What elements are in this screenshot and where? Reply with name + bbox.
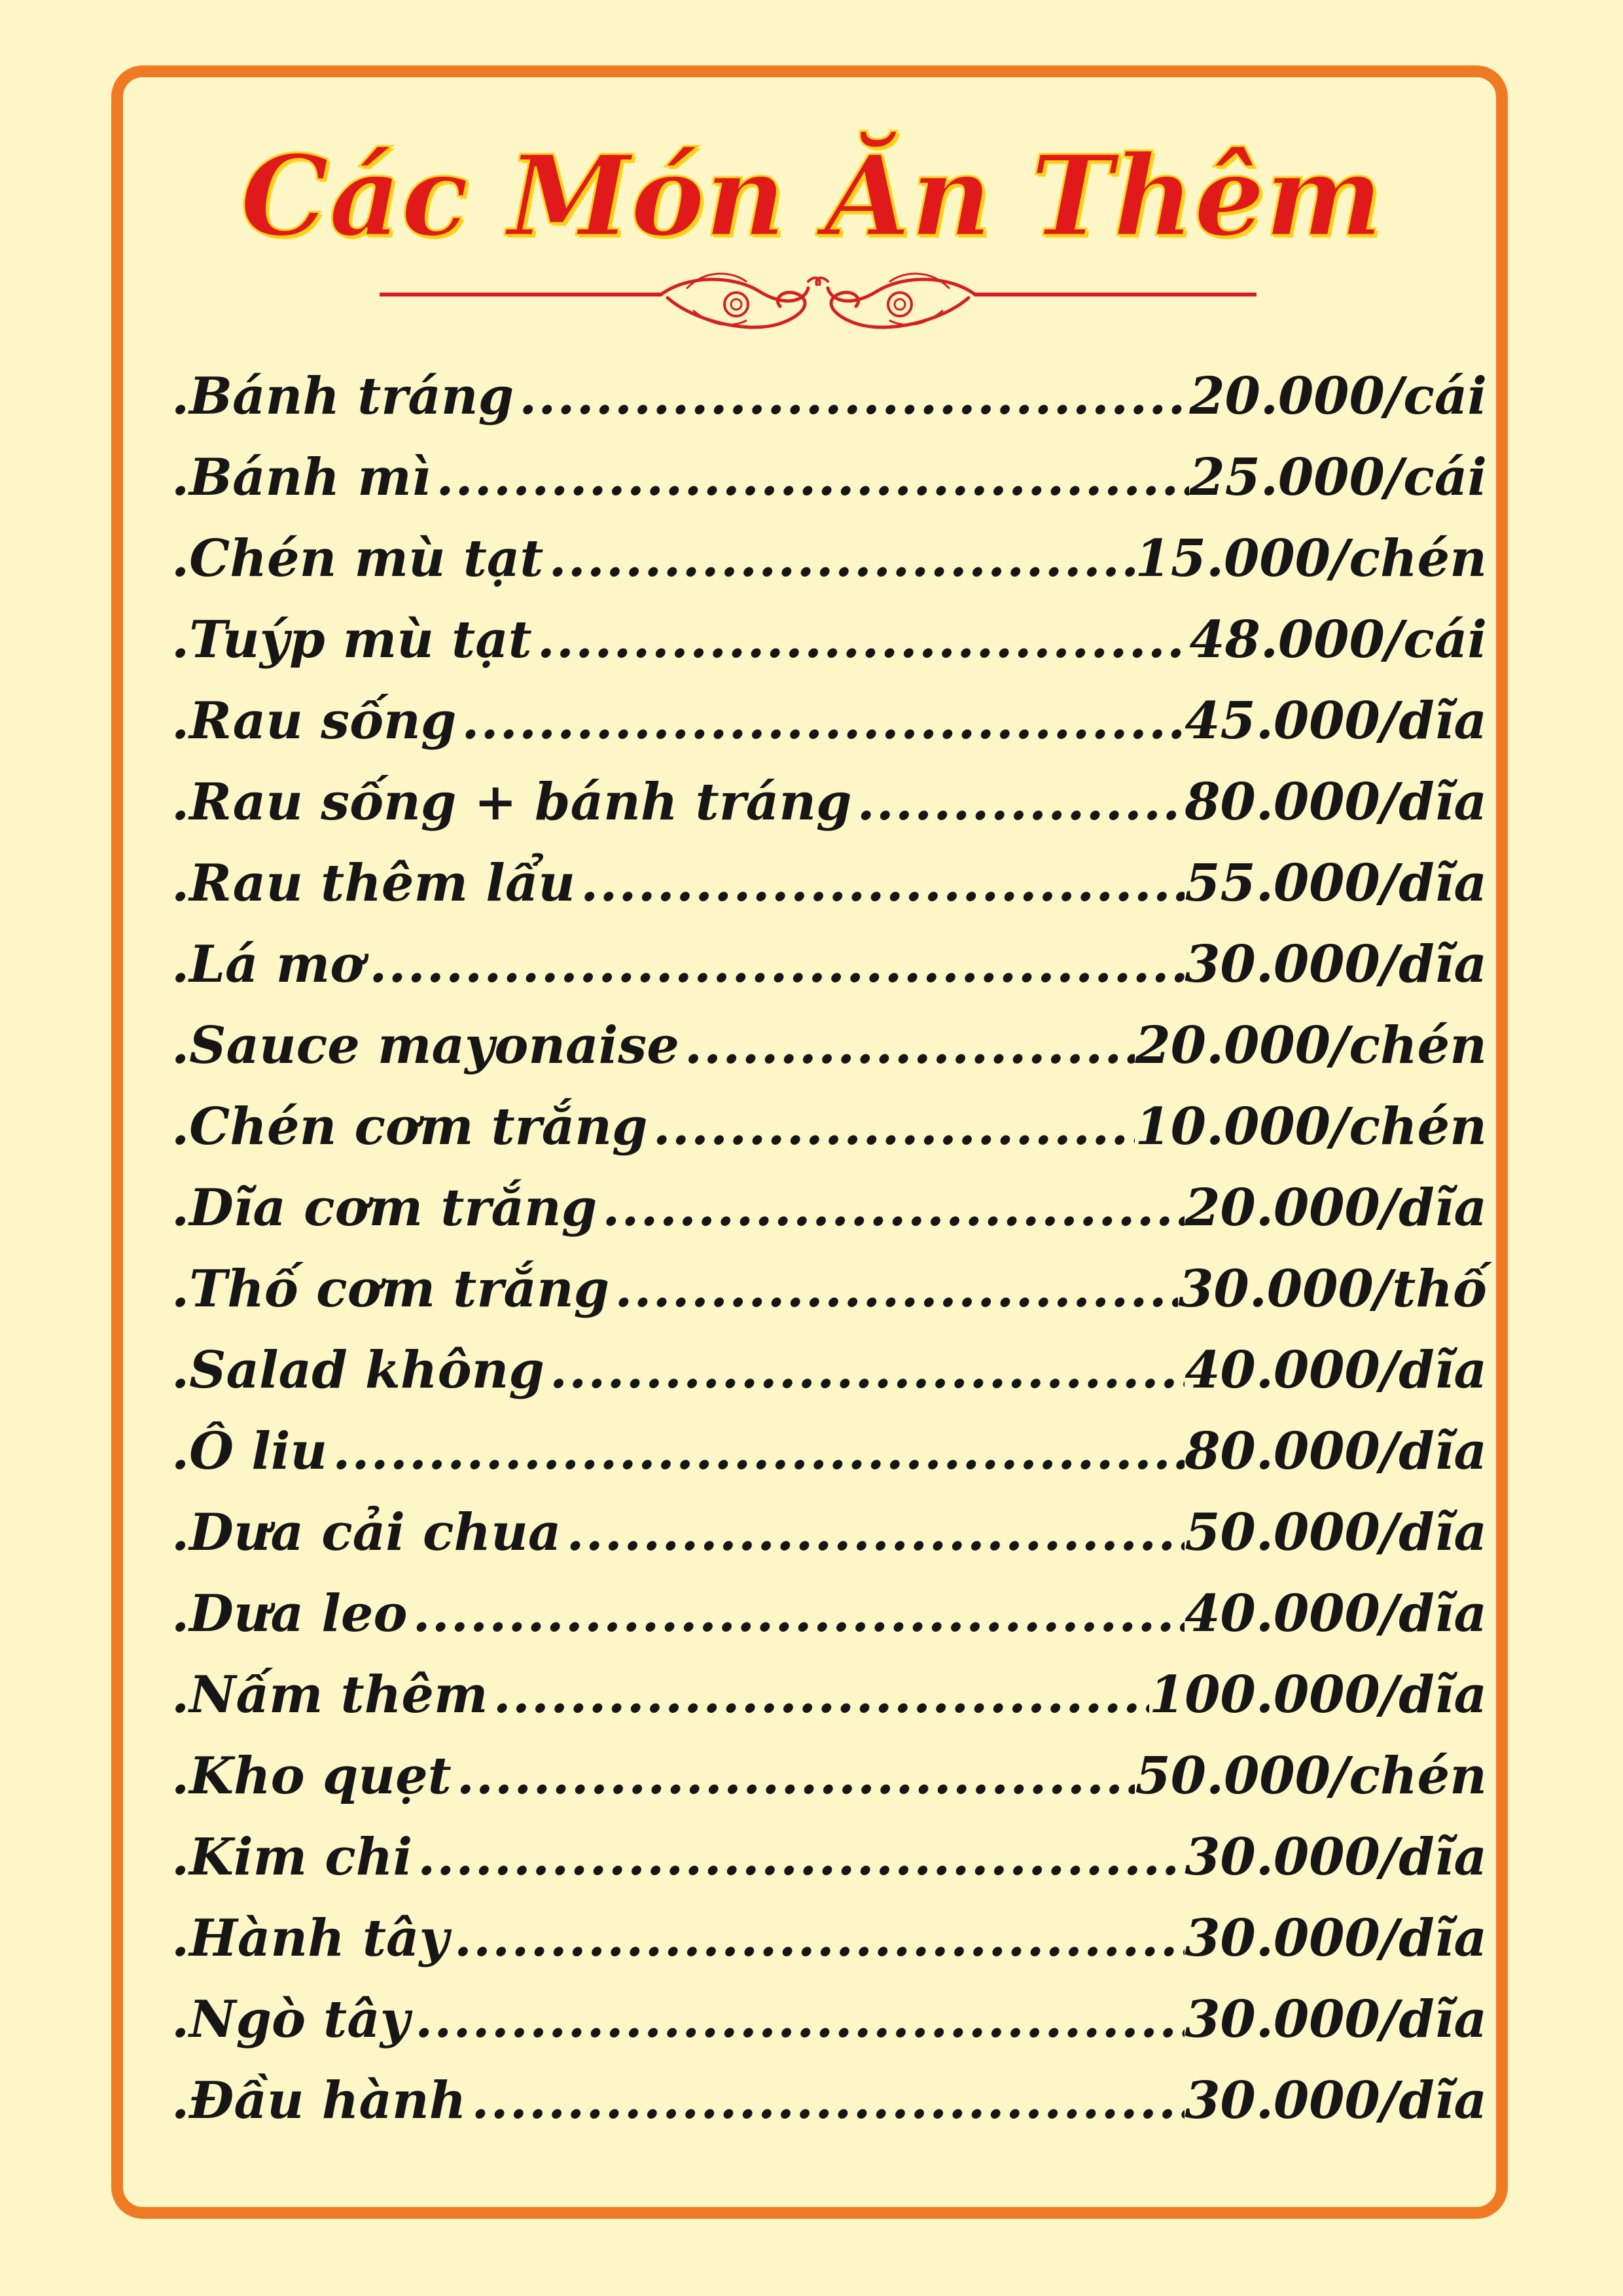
item-price: 100.000/dĩa	[1149, 1665, 1487, 1725]
item-price: 48.000/cái	[1189, 610, 1487, 670]
item-price: 30.000/dĩa	[1185, 1990, 1487, 2049]
item-bullet: .	[171, 935, 190, 994]
item-bullet: .	[171, 1909, 190, 1968]
item-price: 20.000/dĩa	[1185, 1178, 1487, 1238]
item-bullet: .	[171, 1990, 190, 2049]
dot-leader	[532, 610, 1190, 670]
menu-item	[171, 1909, 1487, 1990]
item-name: Rau sống	[189, 691, 457, 751]
menu-item	[171, 448, 1487, 529]
dot-leader	[407, 1584, 1185, 1643]
dot-leader	[431, 448, 1189, 507]
item-price: 40.000/dĩa	[1185, 1584, 1487, 1643]
dot-leader	[543, 529, 1135, 588]
item-price: 50.000/chén	[1135, 1746, 1487, 1806]
item-price: 80.000/dĩa	[1185, 772, 1487, 832]
item-bullet: .	[171, 1178, 190, 1238]
item-price: 55.000/dĩa	[1185, 853, 1487, 913]
item-bullet: .	[171, 1097, 190, 1157]
menu-item	[171, 1746, 1487, 1827]
dot-leader	[364, 935, 1185, 994]
item-name: Thố cơm trắng	[189, 1259, 610, 1319]
item-bullet: .	[171, 1422, 190, 1481]
item-bullet: .	[171, 448, 190, 507]
item-price: 30.000/dĩa	[1185, 2071, 1487, 2130]
item-bullet: .	[171, 1665, 190, 1725]
menu-item	[171, 1827, 1487, 1909]
dot-leader	[514, 367, 1189, 426]
menu-item	[171, 2071, 1487, 2152]
item-name: Ngò tây	[189, 1990, 410, 2049]
dot-leader	[452, 1746, 1135, 1806]
item-bullet: .	[171, 691, 190, 751]
item-bullet: .	[171, 2071, 190, 2130]
item-name: Kim chi	[189, 1827, 413, 1887]
menu-item	[171, 772, 1487, 853]
item-name: Bánh tráng	[189, 367, 514, 426]
dot-leader	[544, 1340, 1185, 1400]
menu-item	[171, 935, 1487, 1016]
menu-item	[171, 1422, 1487, 1503]
menu-item	[171, 1990, 1487, 2071]
dot-leader	[597, 1178, 1185, 1238]
item-price: 30.000/dĩa	[1185, 1909, 1487, 1968]
menu-item	[171, 1016, 1487, 1097]
item-price: 30.000/dĩa	[1185, 935, 1487, 994]
item-name: Rau thêm lẩu	[189, 853, 576, 913]
item-bullet: .	[171, 1016, 190, 1075]
item-price: 45.000/dĩa	[1185, 691, 1487, 751]
dot-leader	[410, 1990, 1185, 2049]
item-bullet: .	[171, 1746, 190, 1806]
dot-leader	[852, 772, 1185, 832]
item-price: 50.000/dĩa	[1185, 1503, 1487, 1562]
menu-item	[171, 1259, 1487, 1340]
item-price: 30.000/thố	[1178, 1259, 1487, 1319]
item-name: Dưa cải chua	[189, 1503, 562, 1562]
item-price: 80.000/dĩa	[1185, 1422, 1487, 1481]
item-name: Chén mù tạt	[189, 529, 544, 588]
flourish-divider-icon	[380, 262, 1257, 353]
item-bullet: .	[171, 610, 190, 670]
item-price: 30.000/dĩa	[1185, 1827, 1487, 1887]
item-bullet: .	[171, 1340, 190, 1400]
item-name: Ô liu	[189, 1422, 328, 1481]
dot-leader	[575, 853, 1185, 913]
item-bullet: .	[171, 1503, 190, 1562]
item-name: Kho quẹt	[189, 1746, 452, 1806]
dot-leader	[449, 1909, 1185, 1968]
menu-item	[171, 691, 1487, 772]
menu-item	[171, 610, 1487, 691]
item-price: 20.000/chén	[1135, 1016, 1487, 1075]
item-name: Dĩa cơm trắng	[189, 1178, 597, 1238]
menu-item	[171, 367, 1487, 448]
menu-item	[171, 1097, 1487, 1178]
menu-item	[171, 1178, 1487, 1259]
page-title: Các Món Ăn Thêm	[240, 131, 1383, 262]
dot-leader	[609, 1259, 1178, 1319]
menu-item	[171, 529, 1487, 610]
item-price: 25.000/cái	[1189, 448, 1487, 507]
item-name: Chén cơm trắng	[189, 1097, 648, 1157]
item-name: Dưa leo	[189, 1584, 408, 1643]
item-bullet: .	[171, 367, 190, 426]
menu-item	[171, 1665, 1487, 1746]
dot-leader	[456, 691, 1185, 751]
item-name: Hành tây	[189, 1909, 449, 1968]
dot-leader	[679, 1016, 1135, 1075]
item-price: 20.000/cái	[1189, 367, 1487, 426]
menu-item	[171, 1503, 1487, 1584]
item-price: 40.000/dĩa	[1185, 1340, 1487, 1400]
item-price: 15.000/chén	[1135, 529, 1487, 588]
item-bullet: .	[171, 1259, 190, 1319]
item-name: Rau sống + bánh tráng	[189, 772, 852, 832]
menu-item	[171, 853, 1487, 935]
dot-leader	[466, 2071, 1185, 2130]
item-price: 10.000/chén	[1135, 1097, 1487, 1157]
menu-list	[171, 367, 1487, 2152]
menu-item	[171, 1584, 1487, 1665]
item-name: Nấm thêm	[189, 1665, 488, 1725]
item-name: Bánh mì	[189, 448, 431, 507]
item-name: Đầu hành	[189, 2071, 467, 2130]
item-bullet: .	[171, 1584, 190, 1643]
item-bullet: .	[171, 772, 190, 832]
menu-item	[171, 1340, 1487, 1422]
item-bullet: .	[171, 853, 190, 913]
item-bullet: .	[171, 1827, 190, 1887]
item-name: Sauce mayonaise	[189, 1016, 679, 1075]
dot-leader	[488, 1665, 1149, 1725]
dot-leader	[412, 1827, 1185, 1887]
item-bullet: .	[171, 529, 190, 588]
dot-leader	[648, 1097, 1135, 1157]
item-name: Tuýp mù tạt	[189, 610, 532, 670]
dot-leader	[561, 1503, 1185, 1562]
item-name: Salad không	[189, 1340, 544, 1400]
dot-leader	[327, 1422, 1185, 1481]
item-name: Lá mơ	[189, 935, 365, 994]
